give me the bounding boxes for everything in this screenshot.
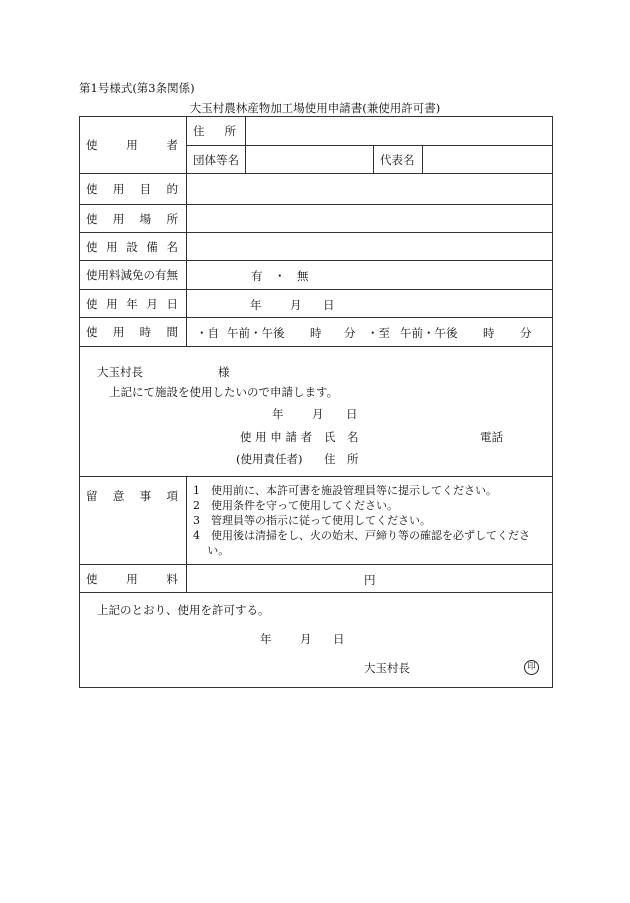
note-item: 3 管理員等の指示に従って使用してください。: [193, 514, 431, 527]
form-title: 大玉村農林産物加工場使用申請書(兼使用許可書): [189, 101, 441, 115]
addressee: 大玉村長: [97, 365, 143, 379]
time-field[interactable]: ・自 午前・午後 時 分 ・至 午前・午後 時 分: [187, 318, 553, 347]
fee-unit: 円: [364, 573, 376, 587]
applicant-address-label: 住 所: [324, 452, 359, 466]
equipment-label: 使 用 設 備 名: [80, 233, 187, 261]
fee-waiver-label: 使用料減免の有無: [80, 261, 187, 290]
note-item: 4 使用後は清掃をし、火の始末、戸締り等の確認を必ずしてください。: [193, 529, 530, 557]
application-form-table: [79, 116, 553, 688]
group-name-field[interactable]: [246, 146, 374, 174]
application-statement: 上記にて施設を使用したいので申請します。: [109, 385, 339, 399]
responsible-label: (使用責任者): [236, 452, 303, 466]
group-name-label: 団体等名: [187, 146, 246, 174]
phone-label: 電話: [480, 430, 503, 444]
date-field[interactable]: 年 月 日: [187, 290, 553, 318]
applicant-label: 使 用 申 請 者: [240, 430, 313, 444]
place-label: 使 用 場 所: [80, 205, 187, 233]
date-label: 使 用 年 月 日: [80, 290, 187, 318]
place-field[interactable]: [187, 205, 553, 233]
purpose-field[interactable]: [187, 174, 553, 205]
form-code: 第1号様式(第3条関係): [79, 81, 195, 95]
honorific: 様: [218, 365, 230, 379]
notes-label: 留 意 事 項: [80, 477, 187, 565]
permit-issuer: 大玉村長: [364, 661, 410, 675]
representative-label: 代表名: [374, 146, 423, 174]
purpose-label: 使 用 目 的: [80, 174, 187, 205]
address-label: 住 所: [187, 117, 246, 146]
notes-list: [187, 477, 553, 565]
fee-label: 使 用 料: [80, 565, 187, 593]
address-field[interactable]: [246, 117, 553, 146]
permit-section: 上記のとおり、使用を許可する。 年 月 日 大玉村長 印: [80, 593, 553, 688]
fee-field[interactable]: [187, 565, 553, 593]
representative-field[interactable]: [423, 146, 553, 174]
time-label: 使 用 時 間: [80, 318, 187, 347]
fee-waiver-options: 有 ・ 無: [251, 269, 309, 283]
application-section: 大玉村長 様 上記にて施設を使用したいので申請します。 年 月 日 使 用 申 請 者 氏 名 電話 (使用責任者) 住 所: [80, 347, 553, 477]
seal-mark: 印: [524, 660, 539, 675]
equipment-field[interactable]: [187, 233, 553, 261]
fee-waiver-field[interactable]: [187, 261, 553, 290]
applicant-name-label: 氏 名: [324, 430, 359, 444]
note-item: 2 使用条件を守って使用してください。: [193, 499, 398, 512]
permit-statement: 上記のとおり、使用を許可する。: [97, 603, 270, 617]
note-item: 1 使用前に、本許可書を施設管理員等に提示してください。: [193, 484, 497, 497]
user-label: 使 用 者: [80, 117, 187, 174]
